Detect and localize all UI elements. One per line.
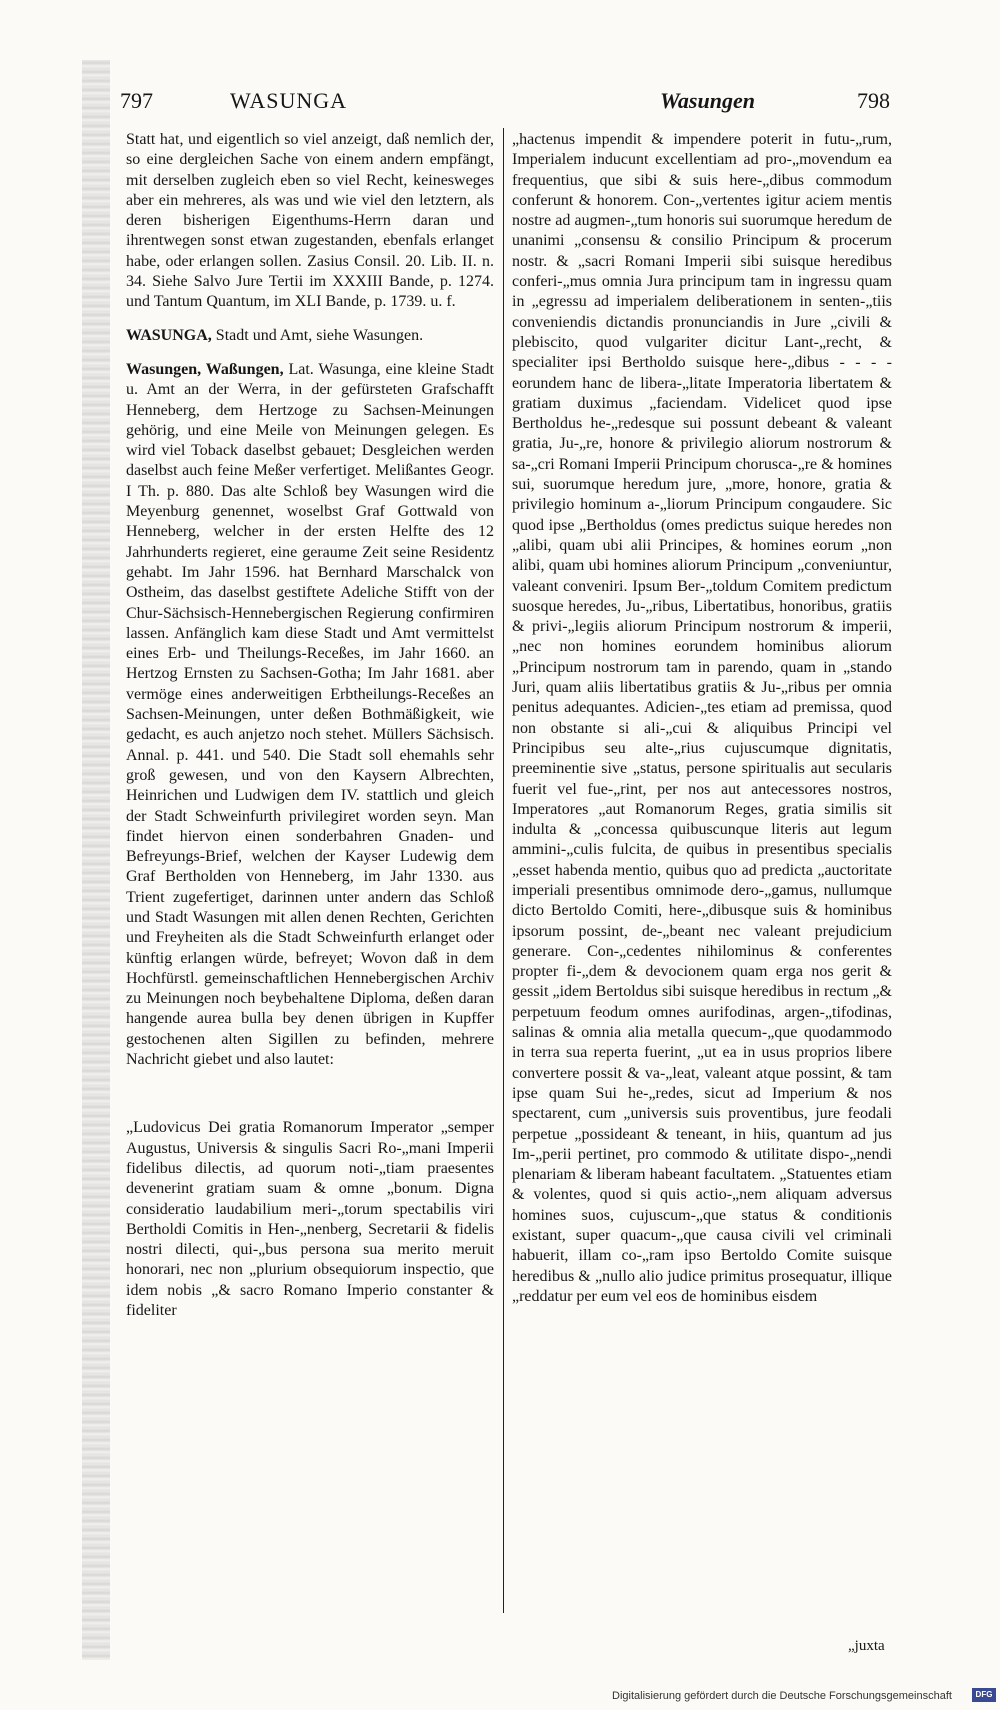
column-divider (503, 128, 504, 1613)
entry-text: Lat. Wasunga, eine kleine Stadt u. Amt an der Werra, in der gefürsteten Grafschafft Henneberg, dem Hertzoge zu Sachsen-Meinungen gehörig, und eine Meile von Meinungen gelegen. Es wird viel Toback daselbst gebauet; Desgleichen werden daselbst auch feine Meßer verfertiget. Melißantes Geogr. I Th. p. 880. Das alte Schloß bey Wasungen wird die Meyenburg genennet, woselbst Graf Gottwald von Henneberg, welcher in der ersten Helfte des 12 Jahrhunderts regieret, eine geraume Zeit seine Residentz gehabt. Im Jahr 1596. hat Bernhard Marschalck von Ostheim, das daselbst gestiftete Adeliche Stifft von der Chur-Sächsisch-Hennebergischen Regierung confirmiren lassen. Anfänglich kam diese Stadt und Amt vermittelst eines Erb- und Theilungs-Receßes, im Jahr 1660. an Hertzog Ernsten zu Sachsen-Gotha; Im Jahr 1681. aber vermöge eines anderweitigen Erbtheilungs-Receßes an Sachsen-Meinungen, unter deßen Bothmäßigkeit, wie gedacht, es auch anjetzo noch stehet. Müllers Sächsisch. Annal. p. 441. und 540. Die Stadt soll ehemahls sehr groß gewesen, und von den Kaysern Albrechten, Heinrichen und Ludwigen dem IV. stattlich und gleich der Stadt Schweinfurth privilegiret worden seyn. Man findet hiervon einen sonderbahren Gnaden- und Befreyungs-Brief, welchen der Kayser Ludewig dem Graf Bertholden von Henneberg, im Jahr 1330. aus Trient zugefertiget, darinnen unter andern das Schloß und Stadt Wasungen mit allen denen Rechten, Gerichten und Freyheiten als die Stadt Schweinfurth erlanget oder künftig erlangen würde, befreyet; Wovon daß in dem Hochfürstl. gemeinschaftlichen Hennebergischen Archiv zu Meinungen noch beybehaltene Diploma, deßen daran hangende aurea bulla bey denen übrigen in Kupffer gestochenen alten Sigillen zu befinden, mehrere Nachricht giebet und also lautet: (126, 360, 494, 1069)
page-number-right: 798 (857, 88, 890, 113)
digitization-credit: Digitalisierung gefördert durch die Deutsche Forschungsgemeinschaft (612, 1690, 952, 1702)
entry-headword: WASUNGA, (126, 326, 212, 344)
running-head-left: WASUNGA (230, 88, 347, 113)
running-head-right: Wasungen (660, 88, 755, 113)
entry-headword: Wasungen, Waßungen, (126, 360, 284, 378)
catchword: „juxta (848, 1638, 885, 1654)
right-column (512, 130, 892, 1307)
entry-text: Stadt und Amt, siehe Wasungen. (211, 326, 424, 344)
latin-quote: „Ludovicus Dei gratia Romanorum Imperator „semper Augustus, Universis & singulis Sacri Ro-„mani Imperii fidelibus dilectis, ad quorum noti-„tiam praesentes devenerint gratiam suam & omne „bonum. Digna consideratio laudabilium meri-„torum spectabilis viri Bertholdi Comitis in Hen-„nenberg, Secretarii & fidelis nostri dilecti, qui-„bus persona sua merito meruit honorari, nec non „plurium obsequiorum inspectio, que idem nobis „& sacro Romano Imperio constanter & fideliter (126, 1119, 494, 1320)
binding-edge (82, 60, 110, 1660)
entry-wasungen (126, 360, 494, 1070)
left-column (126, 130, 494, 1321)
latin-quote-continued: „hactenus impendit & impendere poterit in futu-„rum, Imperialem inducunt excellentiam ad pro-„movendum ea frequentius, que sibi & suis here-„dibus commodum conferunt & honorem. Con-„vertentes igitur aciem mentis nostre ad augmen-„tum honoris sui suorumque heredum de unanimi „consensu & consilio Principum & procerum nostr. & „sacri Romani Imperii sibi suisque heredibus conferi-„mus omnia Jura principum tam in ingressu quam in „egressu ad imperialem deliberationem in senten-„tiis conveniendis dictandis pronunciandis in Jure „civili & plebiscito, quod vulgariter dicitur Lant-„recht, & specialiter ipsi Bertholdo suisque here-„dibus - - - - eorundem hanc de libera-„litate Imperatoria libertatem & gratiam duximus „faciendam. Videlicet quod ipse Bertholdus he-„redesque sui possunt debeant & valeant gratia, Ju-„re, honore & privilegio aliorum nostrorum & sa-„cri Romani Imperii Principum chorusca-„re & homines sui, suorumque heredum jure, „more, honore, gratia & privilegio hominum a-„liorum Principum congaudere. Sic quod ipse „Bertholdus (omes predictus suique heredes non „alibi, quam ubi alii Principes, & homines eorum „non alibi, quam ubi homines aliorum Principum „conveniuntur, valeant conveniri. Ipsum Ber-„toldum Comitem predictum suosque heredes, Ju-„ribus, Libertatibus, honoribus, gratiis & privi-„legiis aliorum Principum nostrorum & imperii, „nec non homines eorundem hominibus aliorum „Principum nostrorum tam in parendo, quam in „stando Juri, quam aliis libertatibus gratiis & Ju-„ribus per omnia penitus adequantes. Adicien-„tes etiam ad premissa, quod non obstante si ali-„cui & aliquibus Principi vel Principibus seu alte-„rius cujuscumque dignitatis, preeminentie sive „status, persone spiritualis aut secularis fuerit vel fue-„rint, per nos aut antecessores nostros, Imperatores „aut Romanorum Reges, gratia similis sit indulta & „concessa quibuscunque literis aut legum ammini-„culis fulcita, de quibus in presentibus specialis „esset habenda mentio, quibus quo ad predicta „auctoritate imperiali presentibus omnimode dero-„gamus, nullumque dicto Bertoldo Comiti, here-„dibusque suis & hominibus ipsorum possint, de-„beant nec valeant prejudicium generare. Con-„cedentes nihilominus & conferentes propter fi-„dem & devocionem quam erga nos gerit & gessit „idem Bertoldus sibi suisque heredibus in rectum „& perpetuum feodum omnes aurifodinas, argen-„tifodinas, salinas & omnia alia metalla quecum-„que quodammodo in terra sua reperta fuerint, „ut ea in usus proprios libere convertere possit & va-„leat, valeant atque possint, & tam ipse quam Sui he-„redes, sicut ad Imperium & nos spectarent, cum „universis suis proventibus, jure feodali perpetue „possideant & teneant, in hiis, quantum ad jus Im-„perii pertinet, pro commodo & utilitate dispo-„nendi plenariam & liberam habeant facultatem. „Statuentes etiam & volentes, quod si quis actio-„nem aliquam adversus homines suos, cujuscum-„que status & conditionis existant, super quacum-„que causa civili vel criminali habuerit, illam co-„ram ipso Bertoldo Comite suisque heredibus & „nullo alio judice primitus prosequatur, illique „reddatur per eum vel eos de hominibus eisdem (512, 131, 892, 1305)
dfg-logo: DFG (972, 1688, 996, 1702)
page-header (120, 88, 890, 118)
page-number-left: 797 (120, 88, 153, 113)
entry-wasunga (126, 326, 494, 346)
continued-paragraph: Statt hat, und eigentlich so viel anzeigt, daß nemlich der, so eine dergleichen Sache von einem andern empfängt, mit derselben zugleich eben so viel Recht, keinesweges aber ein mehreres, als was und wie viel den letztern, als deren bisherigen Eigenthums-Herrn daran und ihrentwegen sonst etwan zugestanden, ebenfals erlanget habe, oder erlangen sollen. Zasius Consil. 20. Lib. II. n. 34. Siehe Salvo Jure Tertii im XXXIII Bande, p. 1274. und Tantum Quantum, im XLI Bande, p. 1739. u. f. (126, 131, 494, 311)
